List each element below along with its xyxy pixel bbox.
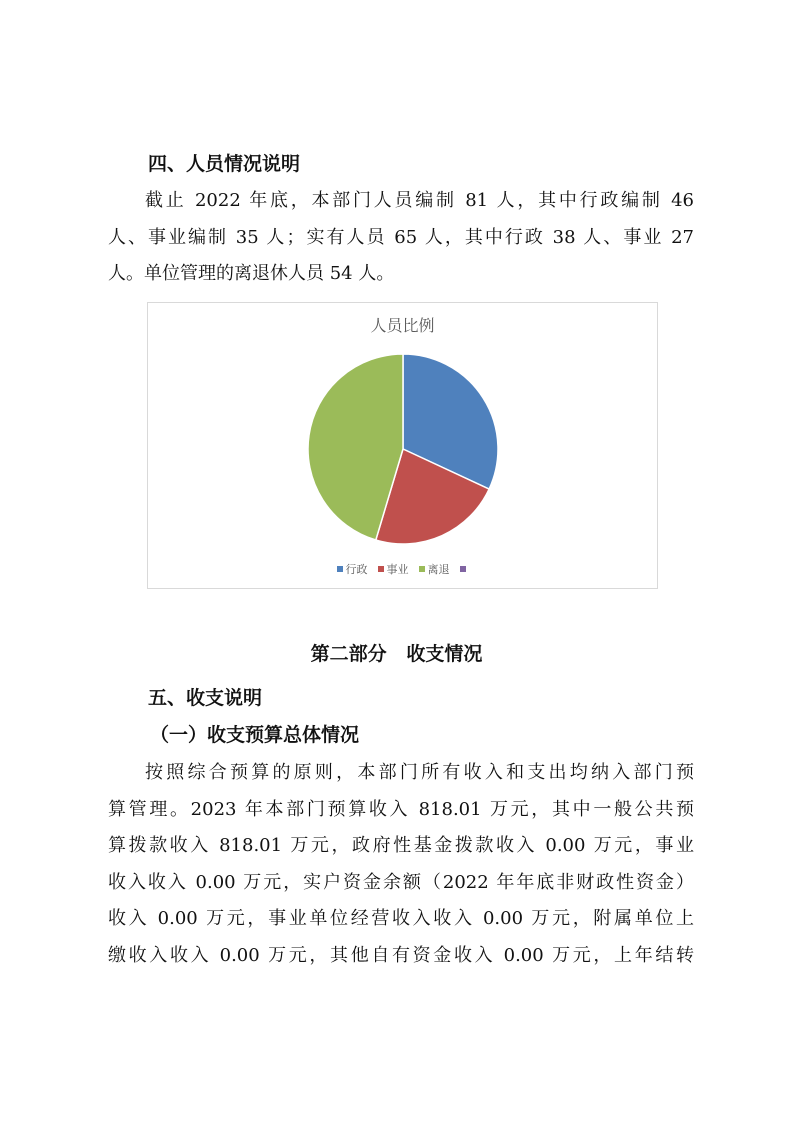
paragraph-line: 缴收入收入 0.00 万元，其他自有资金收入 0.00 万元，上年结转 xyxy=(108,944,694,966)
legend-item xyxy=(378,561,409,577)
paragraph-line: 收入 0.00 万元，事业单位经营收入收入 0.00 万元，附属单位上 xyxy=(108,908,694,929)
paragraph-line: 截止 2022 年底，本部门人员编制 81 人，其中行政编制 46 xyxy=(145,190,694,211)
legend-item xyxy=(419,561,450,577)
chart-legend xyxy=(148,561,657,577)
part-heading: 第二部分 收支情况 xyxy=(310,643,483,665)
paragraph-line: 算拨款收入 818.01 万元，政府性基金拨款收入 0.00 万元，事业 xyxy=(108,835,694,856)
section-heading-budget: 五、收支说明 xyxy=(148,687,263,709)
legend-label: 事业 xyxy=(386,563,409,576)
budget-paragraph xyxy=(108,755,694,974)
legend-swatch xyxy=(337,566,343,572)
legend-item xyxy=(337,561,368,577)
legend-label: 离退 xyxy=(427,563,450,576)
staff-pie-chart xyxy=(147,302,658,589)
legend-item xyxy=(460,561,469,577)
subheading-budget-overview: （一）收支预算总体情况 xyxy=(150,724,360,746)
legend-swatch xyxy=(378,566,384,572)
chart-title: 人员比例 xyxy=(370,316,435,335)
section-heading-staff: 四、人员情况说明 xyxy=(148,153,301,175)
paragraph-line: 人、事业编制 35 人；实有人员 65 人，其中行政 38 人、事业 27 xyxy=(108,226,694,248)
legend-label: 行政 xyxy=(345,563,368,576)
legend-swatch xyxy=(419,566,425,572)
paragraph-line: 收入收入 0.00 万元，实户资金余额（2022 年年底非财政性资金） xyxy=(108,871,694,893)
pie-plot xyxy=(148,303,657,588)
staff-paragraph xyxy=(108,183,694,293)
paragraph-line: 算管理。2023 年本部门预算收入 818.01 万元，其中一般公共预 xyxy=(108,798,694,820)
paragraph-line: 按照综合预算的原则，本部门所有收入和支出均纳入部门预 xyxy=(145,762,694,783)
paragraph-line: 人。单位管理的离退休人员 54 人。 xyxy=(108,263,395,284)
legend-swatch xyxy=(460,566,466,572)
